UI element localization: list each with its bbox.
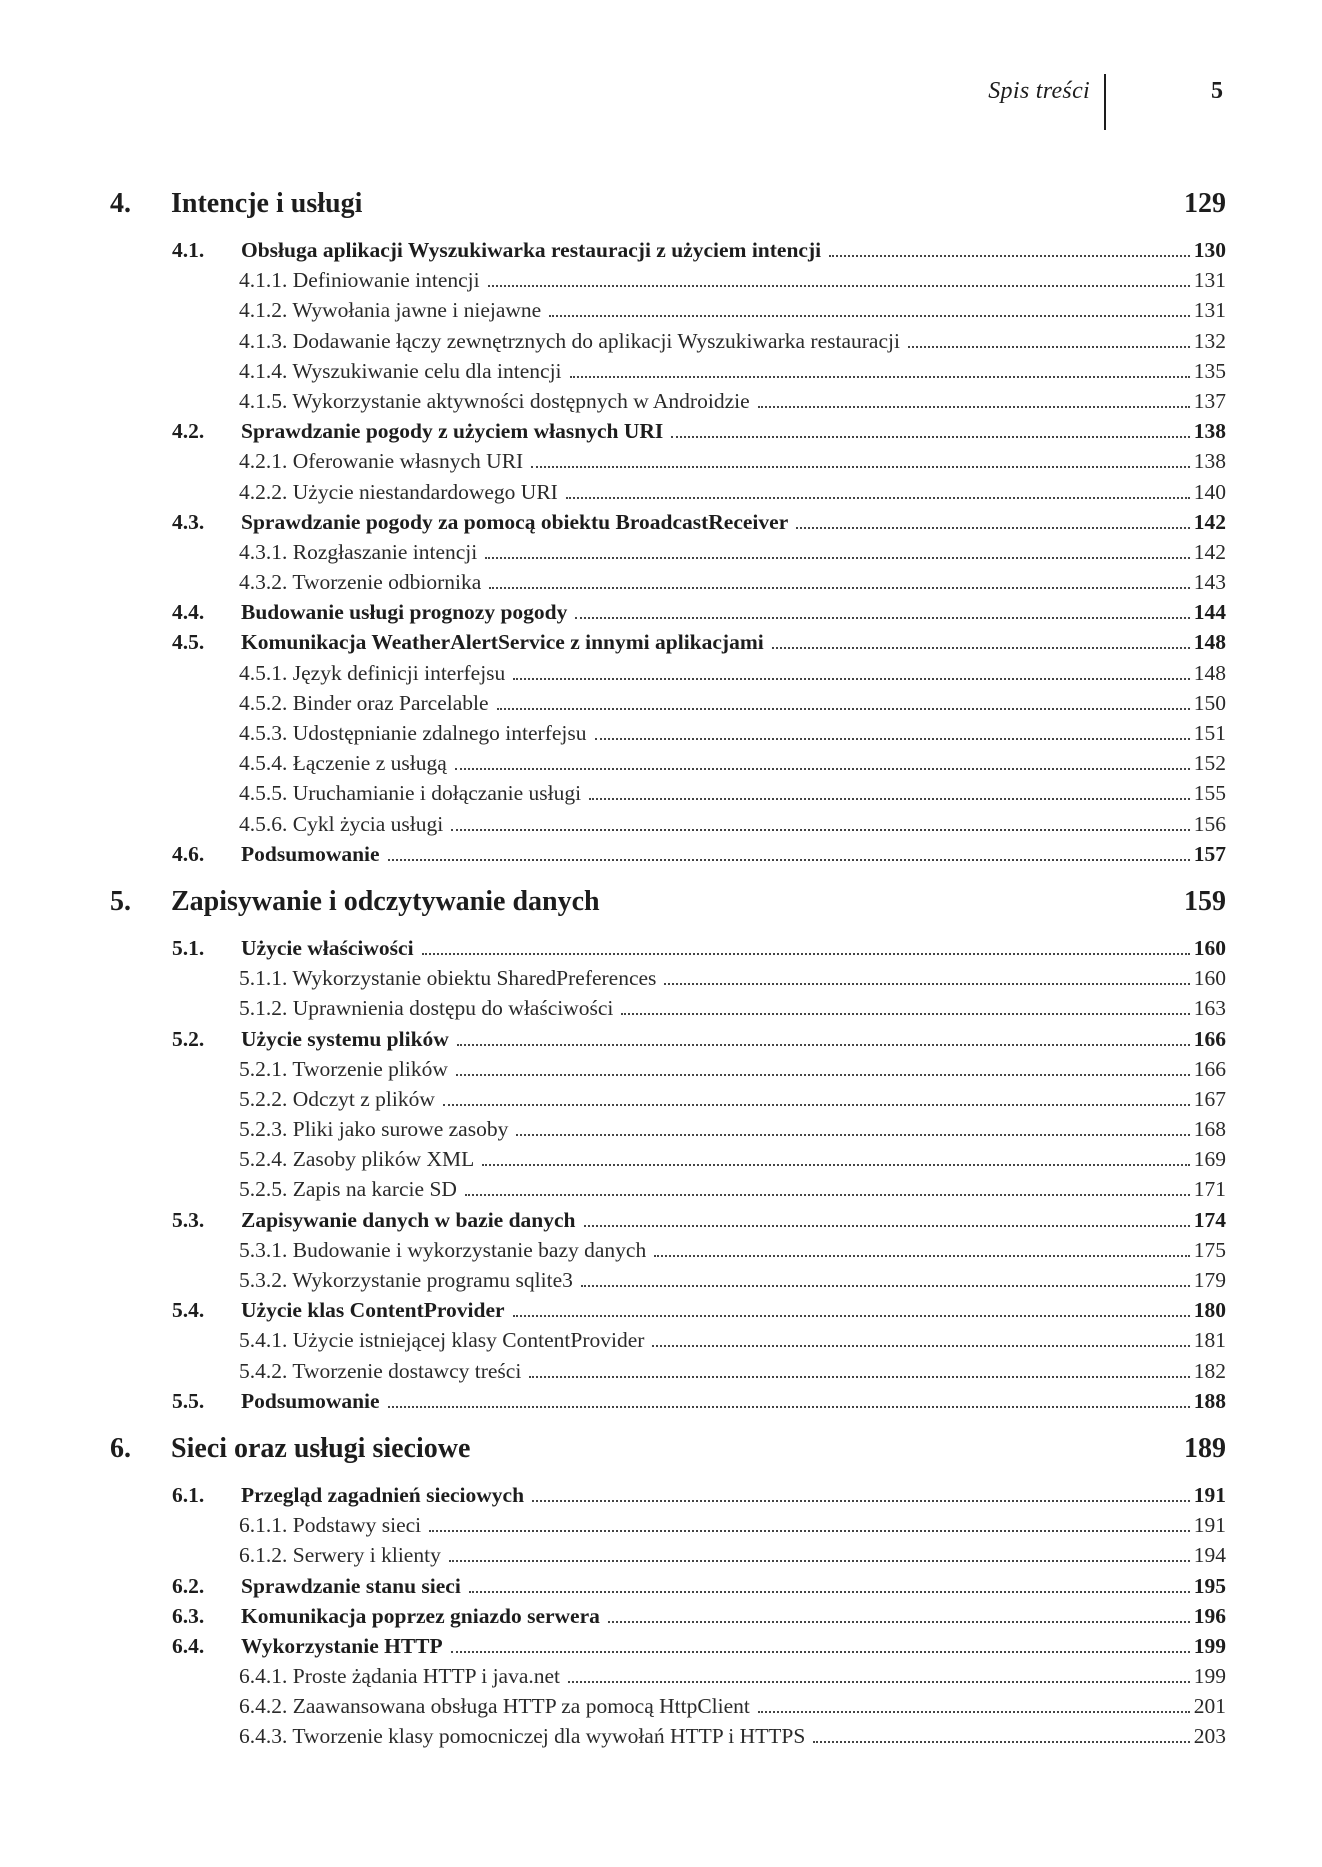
section-number: 5.5. xyxy=(172,1388,205,1413)
entry-title: 5.4.2. Tworzenie dostawcy treści xyxy=(239,1358,522,1383)
dot-leader xyxy=(671,436,1189,438)
entry-page-number: 142 xyxy=(1193,539,1226,564)
chapter-title: Intencje i usługi xyxy=(171,188,363,219)
entry-line xyxy=(239,1724,1226,1749)
entry-page-number: 167 xyxy=(1193,1086,1226,1111)
toc-subsection-entry[interactable] xyxy=(110,1513,1226,1543)
toc-subsection-entry[interactable] xyxy=(110,996,1226,1026)
dot-leader xyxy=(451,1651,1190,1653)
entry-title: Przegląd zagadnień sieciowych xyxy=(241,1482,525,1507)
entry-title: 4.5.3. Udostępnianie zdalnego interfejsu xyxy=(239,721,587,745)
dot-leader xyxy=(388,859,1190,861)
entry-page-number: 169 xyxy=(1193,1147,1226,1172)
entry-page-number: 182 xyxy=(1193,1358,1226,1383)
dot-leader xyxy=(451,829,1190,831)
entry-title: 6.4.1. Proste żądania HTTP i java.net xyxy=(239,1664,561,1689)
entry-line xyxy=(241,1634,1226,1659)
entry-title: 4.1.2. Wywołania jawne i niejawne xyxy=(239,298,542,323)
dot-leader xyxy=(455,768,1190,770)
entry-page-number: 152 xyxy=(1193,751,1226,776)
toc-subsection-entry[interactable] xyxy=(110,570,1226,600)
entry-title: Obsługa aplikacji Wyszukiwarka restauracji z użyciem intencji xyxy=(241,238,822,262)
entry-title: Użycie klas ContentProvider xyxy=(241,1298,505,1323)
toc-subsection-entry[interactable] xyxy=(110,751,1226,781)
entry-page-number: 131 xyxy=(1193,268,1226,293)
chapter-number: 5. xyxy=(110,885,131,917)
dot-leader xyxy=(549,315,1190,317)
dot-leader xyxy=(595,738,1190,740)
toc-section-entry[interactable] xyxy=(110,1483,1226,1513)
entry-title: 5.1.1. Wykorzystanie obiektu SharedPreferences xyxy=(239,966,657,991)
entry-title: 5.2.2. Odczyt z plików xyxy=(239,1086,435,1111)
toc-subsection-entry[interactable] xyxy=(110,480,1226,510)
entry-line xyxy=(241,238,1226,263)
entry-line xyxy=(239,449,1226,474)
toc-subsection-entry[interactable] xyxy=(110,1724,1226,1754)
chapter-page: 129 xyxy=(1184,188,1226,219)
toc-section-entry[interactable] xyxy=(110,510,1226,540)
entry-line xyxy=(239,1117,1226,1142)
dot-leader xyxy=(422,953,1190,955)
toc-subsection-entry[interactable] xyxy=(110,1147,1226,1177)
entry-line xyxy=(241,936,1226,961)
entry-title: 5.2.4. Zasoby plików XML xyxy=(239,1147,475,1172)
entry-title: 5.1.2. Uprawnienia dostępu do właściwości xyxy=(239,996,614,1021)
entry-page-number: 188 xyxy=(1193,1388,1226,1413)
dot-leader xyxy=(566,497,1190,499)
entry-title: 6.4.3. Tworzenie klasy pomocniczej dla wywołań HTTP i HTTPS xyxy=(239,1724,806,1749)
entry-page-number: 143 xyxy=(1193,570,1226,595)
entry-line xyxy=(239,1177,1226,1202)
entry-title: Podsumowanie xyxy=(241,841,380,866)
entry-title: 4.1.4. Wyszukiwanie celu dla intencji xyxy=(239,358,562,383)
section-number: 6.4. xyxy=(172,1633,205,1658)
dot-leader xyxy=(568,1681,1190,1683)
entry-line xyxy=(239,1664,1226,1689)
dot-leader xyxy=(456,1074,1190,1076)
running-title: Spis treści xyxy=(988,78,1090,104)
entry-title: Wykorzystanie HTTP xyxy=(241,1633,443,1658)
entry-title: Użycie właściwości xyxy=(241,935,414,960)
entry-page-number: 150 xyxy=(1193,690,1226,715)
toc-subsection-entry[interactable] xyxy=(110,359,1226,389)
entry-page-number: 151 xyxy=(1193,721,1226,745)
dot-leader xyxy=(489,587,1189,589)
entry-page-number: 155 xyxy=(1193,781,1226,806)
table-of-contents xyxy=(110,186,1226,1755)
entry-line xyxy=(239,329,1226,354)
entry-line xyxy=(241,1483,1226,1508)
toc-section-entry[interactable] xyxy=(110,1634,1226,1664)
entry-page-number: 140 xyxy=(1193,479,1226,504)
entry-page-number: 171 xyxy=(1193,1177,1226,1202)
dot-leader xyxy=(516,1134,1189,1136)
toc-subsection-entry[interactable] xyxy=(110,298,1226,328)
dot-leader xyxy=(608,1621,1190,1623)
entry-title: 5.2.3. Pliki jako surowe zasoby xyxy=(239,1117,509,1142)
entry-line xyxy=(241,1208,1226,1233)
entry-page-number: 142 xyxy=(1193,509,1226,534)
chapter-page: 159 xyxy=(1184,885,1226,917)
chapter-page: 189 xyxy=(1184,1432,1226,1464)
section-number: 5.4. xyxy=(172,1298,205,1323)
toc-section-entry[interactable] xyxy=(110,1208,1226,1238)
chapter-spacer xyxy=(110,1419,1226,1431)
entry-page-number: 163 xyxy=(1193,996,1226,1021)
dot-leader xyxy=(758,406,1190,408)
entry-page-number: 201 xyxy=(1193,1694,1226,1719)
toc-subsection-entry[interactable] xyxy=(110,1543,1226,1573)
entry-line xyxy=(239,1147,1226,1172)
toc-section-entry[interactable] xyxy=(110,238,1226,268)
entry-page-number: 135 xyxy=(1193,358,1226,383)
entry-line xyxy=(241,419,1226,444)
entry-line xyxy=(239,751,1226,776)
dot-leader xyxy=(482,1164,1189,1166)
entry-line xyxy=(239,1057,1226,1082)
toc-subsection-entry[interactable] xyxy=(110,268,1226,298)
toc-section-entry[interactable] xyxy=(110,1574,1226,1604)
dot-leader xyxy=(497,708,1190,710)
entry-title: Sprawdzanie pogody za pomocą obiektu BroadcastReceiver xyxy=(241,509,789,534)
section-number: 4.1. xyxy=(172,238,205,262)
toc-section-entry[interactable] xyxy=(110,1604,1226,1634)
entry-line xyxy=(239,661,1226,686)
entry-title: 4.1.5. Wykorzystanie aktywności dostępnych w Androidzie xyxy=(239,388,750,413)
entry-line xyxy=(239,268,1226,293)
dot-leader xyxy=(485,557,1190,559)
dot-leader xyxy=(575,617,1189,619)
toc-section-entry[interactable] xyxy=(110,1389,1226,1419)
toc-subsection-entry[interactable] xyxy=(110,1177,1226,1207)
entry-line xyxy=(239,359,1226,384)
entry-page-number: 156 xyxy=(1193,811,1226,836)
dot-leader xyxy=(570,376,1190,378)
entry-page-number: 181 xyxy=(1193,1328,1226,1353)
entry-title: 4.5.6. Cykl życia usługi xyxy=(239,811,444,836)
dot-leader xyxy=(388,1406,1190,1408)
entry-line xyxy=(239,298,1226,323)
dot-leader xyxy=(584,1225,1190,1227)
toc-subsection-entry[interactable] xyxy=(110,1359,1226,1389)
section-number: 6.1. xyxy=(172,1482,205,1507)
entry-line xyxy=(239,1238,1226,1263)
entry-title: Zapisywanie danych w bazie danych xyxy=(241,1207,576,1232)
dot-leader xyxy=(488,285,1190,287)
entry-line xyxy=(239,480,1226,505)
dot-leader xyxy=(654,1255,1190,1257)
entry-title: 5.3.2. Wykorzystanie programu sqlite3 xyxy=(239,1268,573,1292)
entry-page-number: 203 xyxy=(1193,1724,1226,1749)
entry-title: 6.1.2. Serwery i klienty xyxy=(239,1543,441,1568)
toc-section-entry[interactable] xyxy=(110,936,1226,966)
section-number: 6.3. xyxy=(172,1603,205,1628)
entry-line xyxy=(239,966,1226,991)
running-head xyxy=(0,78,1322,138)
entry-page-number: 179 xyxy=(1193,1268,1226,1292)
entry-title: 4.1.1. Definiowanie intencji xyxy=(239,268,480,293)
toc-subsection-entry[interactable] xyxy=(110,540,1226,570)
entry-title: 4.5.1. Język definicji interfejsu xyxy=(239,660,506,685)
entry-line xyxy=(239,389,1226,414)
toc-subsection-entry[interactable] xyxy=(110,966,1226,996)
entry-line xyxy=(241,600,1226,625)
dot-leader xyxy=(796,527,1190,529)
section-number: 4.5. xyxy=(172,630,205,655)
toc-subsection-entry[interactable] xyxy=(110,1664,1226,1694)
entry-page-number: 160 xyxy=(1193,935,1226,960)
entry-page-number: 199 xyxy=(1193,1633,1226,1658)
entry-page-number: 131 xyxy=(1193,298,1226,323)
entry-line xyxy=(241,1604,1226,1629)
entry-page-number: 166 xyxy=(1193,1056,1226,1081)
dot-leader xyxy=(532,1500,1190,1502)
toc-subsection-entry[interactable] xyxy=(110,721,1226,751)
entry-line xyxy=(239,1268,1226,1293)
entry-title: 4.5.2. Binder oraz Parcelable xyxy=(239,690,489,715)
entry-line xyxy=(239,1359,1226,1384)
toc-subsection-entry[interactable] xyxy=(110,1694,1226,1724)
entry-page-number: 196 xyxy=(1193,1603,1226,1628)
dot-leader xyxy=(772,647,1190,649)
entry-page-number: 195 xyxy=(1193,1573,1226,1598)
section-number: 4.4. xyxy=(172,600,205,625)
entry-title: 5.2.1. Tworzenie plików xyxy=(239,1056,448,1081)
dot-leader xyxy=(457,1044,1190,1046)
dot-leader xyxy=(664,983,1189,985)
chapter-number: 4. xyxy=(110,188,131,219)
entry-page-number: 191 xyxy=(1193,1513,1226,1538)
entry-page-number: 175 xyxy=(1193,1237,1226,1262)
entry-page-number: 132 xyxy=(1193,328,1226,353)
toc-section-entry[interactable] xyxy=(110,842,1226,872)
section-number: 4.6. xyxy=(172,841,205,866)
dot-leader xyxy=(443,1104,1190,1106)
entry-title: Użycie systemu plików xyxy=(241,1026,449,1051)
chapter-heading[interactable] xyxy=(110,186,1226,238)
dot-leader xyxy=(531,466,1190,468)
entry-line xyxy=(239,781,1226,806)
toc-subsection-entry[interactable] xyxy=(110,1057,1226,1087)
toc-subsection-entry[interactable] xyxy=(110,781,1226,811)
dot-leader xyxy=(652,1345,1189,1347)
toc-subsection-entry[interactable] xyxy=(110,329,1226,359)
entry-line xyxy=(239,691,1226,716)
entry-line xyxy=(241,842,1226,867)
dot-leader xyxy=(513,1315,1190,1317)
toc-section-entry[interactable] xyxy=(110,419,1226,449)
section-number: 5.1. xyxy=(172,935,205,960)
toc-subsection-entry[interactable] xyxy=(110,661,1226,691)
toc-subsection-entry[interactable] xyxy=(110,389,1226,419)
toc-subsection-entry[interactable] xyxy=(110,1238,1226,1268)
entry-page-number: 160 xyxy=(1193,966,1226,991)
entry-page-number: 130 xyxy=(1193,238,1226,262)
entry-title: Podsumowanie xyxy=(241,1388,380,1413)
entry-title: 5.2.5. Zapis na karcie SD xyxy=(239,1177,457,1202)
entry-page-number: 144 xyxy=(1193,600,1226,625)
entry-title: 4.2.2. Użycie niestandardowego URI xyxy=(239,479,558,504)
toc-subsection-entry[interactable] xyxy=(110,691,1226,721)
toc-section-entry[interactable] xyxy=(110,1027,1226,1057)
chapter-heading[interactable] xyxy=(110,884,1226,936)
toc-subsection-entry[interactable] xyxy=(110,1268,1226,1298)
dot-leader xyxy=(513,678,1189,680)
entry-page-number: 180 xyxy=(1193,1298,1226,1323)
section-number: 5.2. xyxy=(172,1026,205,1051)
entry-title: 6.1.1. Podstawy sieci xyxy=(239,1513,422,1538)
section-number: 6.2. xyxy=(172,1573,205,1598)
entry-title: 4.1.3. Dodawanie łączy zewnętrznych do aplikacji Wyszukiwarka restauracji xyxy=(239,328,900,353)
dot-leader xyxy=(589,798,1190,800)
entry-line xyxy=(239,721,1226,746)
dot-leader xyxy=(429,1530,1190,1532)
toc-section-entry[interactable] xyxy=(110,600,1226,630)
section-number: 4.2. xyxy=(172,419,205,444)
entry-line xyxy=(239,1694,1226,1719)
entry-page-number: 138 xyxy=(1193,419,1226,444)
toc-section-entry[interactable] xyxy=(110,1298,1226,1328)
entry-page-number: 148 xyxy=(1193,630,1226,655)
entry-title: Budowanie usługi prognozy pogody xyxy=(241,600,568,625)
entry-line xyxy=(239,540,1226,565)
dot-leader xyxy=(465,1194,1190,1196)
entry-title: 4.5.4. Łączenie z usługą xyxy=(239,751,447,776)
entry-title: Sprawdzanie stanu sieci xyxy=(241,1573,461,1598)
entry-line xyxy=(241,1027,1226,1052)
dot-leader xyxy=(908,346,1190,348)
entry-page-number: 166 xyxy=(1193,1026,1226,1051)
entry-title: Komunikacja poprzez gniazdo serwera xyxy=(241,1603,600,1628)
entry-title: 4.5.5. Uruchamianie i dołączanie usługi xyxy=(239,781,582,806)
toc-subsection-entry[interactable] xyxy=(110,1328,1226,1358)
section-number: 4.3. xyxy=(172,509,205,534)
entry-title: 6.4.2. Zaawansowana obsługa HTTP za pomocą HttpClient xyxy=(239,1694,750,1719)
dot-leader xyxy=(449,1560,1190,1562)
toc-section-entry[interactable] xyxy=(110,630,1226,660)
entry-line xyxy=(241,510,1226,535)
chapter-number: 6. xyxy=(110,1432,131,1464)
dot-leader xyxy=(581,1285,1190,1287)
entry-title: 5.3.1. Budowanie i wykorzystanie bazy danych xyxy=(239,1237,647,1262)
entry-title: 4.2.1. Oferowanie własnych URI xyxy=(239,449,524,474)
entry-page-number: 137 xyxy=(1193,388,1226,413)
dot-leader xyxy=(813,1741,1189,1743)
entry-page-number: 194 xyxy=(1193,1543,1226,1568)
header-divider xyxy=(1104,74,1106,130)
entry-line xyxy=(239,1087,1226,1112)
entry-page-number: 199 xyxy=(1193,1664,1226,1689)
chapter-title: Sieci oraz usługi sieciowe xyxy=(171,1432,471,1464)
entry-page-number: 174 xyxy=(1193,1207,1226,1232)
entry-page-number: 157 xyxy=(1193,841,1226,866)
entry-title: 4.3.1. Rozgłaszanie intencji xyxy=(239,539,478,564)
entry-line xyxy=(241,1298,1226,1323)
entry-line xyxy=(239,812,1226,837)
entry-line xyxy=(241,630,1226,655)
entry-title: Sprawdzanie pogody z użyciem własnych URI xyxy=(241,419,664,444)
entry-title: 4.3.2. Tworzenie odbiornika xyxy=(239,570,482,595)
toc-subsection-entry[interactable] xyxy=(110,1117,1226,1147)
entry-page-number: 191 xyxy=(1193,1482,1226,1507)
chapter-title: Zapisywanie i odczytywanie danych xyxy=(171,885,600,917)
entry-line xyxy=(239,1543,1226,1568)
section-number: 5.3. xyxy=(172,1207,205,1232)
entry-line xyxy=(239,570,1226,595)
toc-subsection-entry[interactable] xyxy=(110,812,1226,842)
entry-page-number: 168 xyxy=(1193,1117,1226,1142)
toc-subsection-entry[interactable] xyxy=(110,449,1226,479)
chapter-spacer xyxy=(110,872,1226,884)
toc-subsection-entry[interactable] xyxy=(110,1087,1226,1117)
entry-line xyxy=(241,1389,1226,1414)
dot-leader xyxy=(829,255,1190,257)
dot-leader xyxy=(469,1591,1190,1593)
entry-line xyxy=(241,1574,1226,1599)
dot-leader xyxy=(529,1376,1189,1378)
entry-page-number: 138 xyxy=(1193,449,1226,474)
entry-title: Komunikacja WeatherAlertService z innymi aplikacjami xyxy=(241,630,764,655)
entry-line xyxy=(239,1328,1226,1353)
entry-line xyxy=(239,996,1226,1021)
dot-leader xyxy=(758,1711,1190,1713)
entry-line xyxy=(239,1513,1226,1538)
chapter-heading[interactable] xyxy=(110,1431,1226,1483)
page-number: 5 xyxy=(1211,78,1223,104)
entry-title: 5.4.1. Użycie istniejącej klasy ContentProvider xyxy=(239,1328,645,1353)
dot-leader xyxy=(621,1013,1189,1015)
entry-page-number: 148 xyxy=(1193,660,1226,685)
